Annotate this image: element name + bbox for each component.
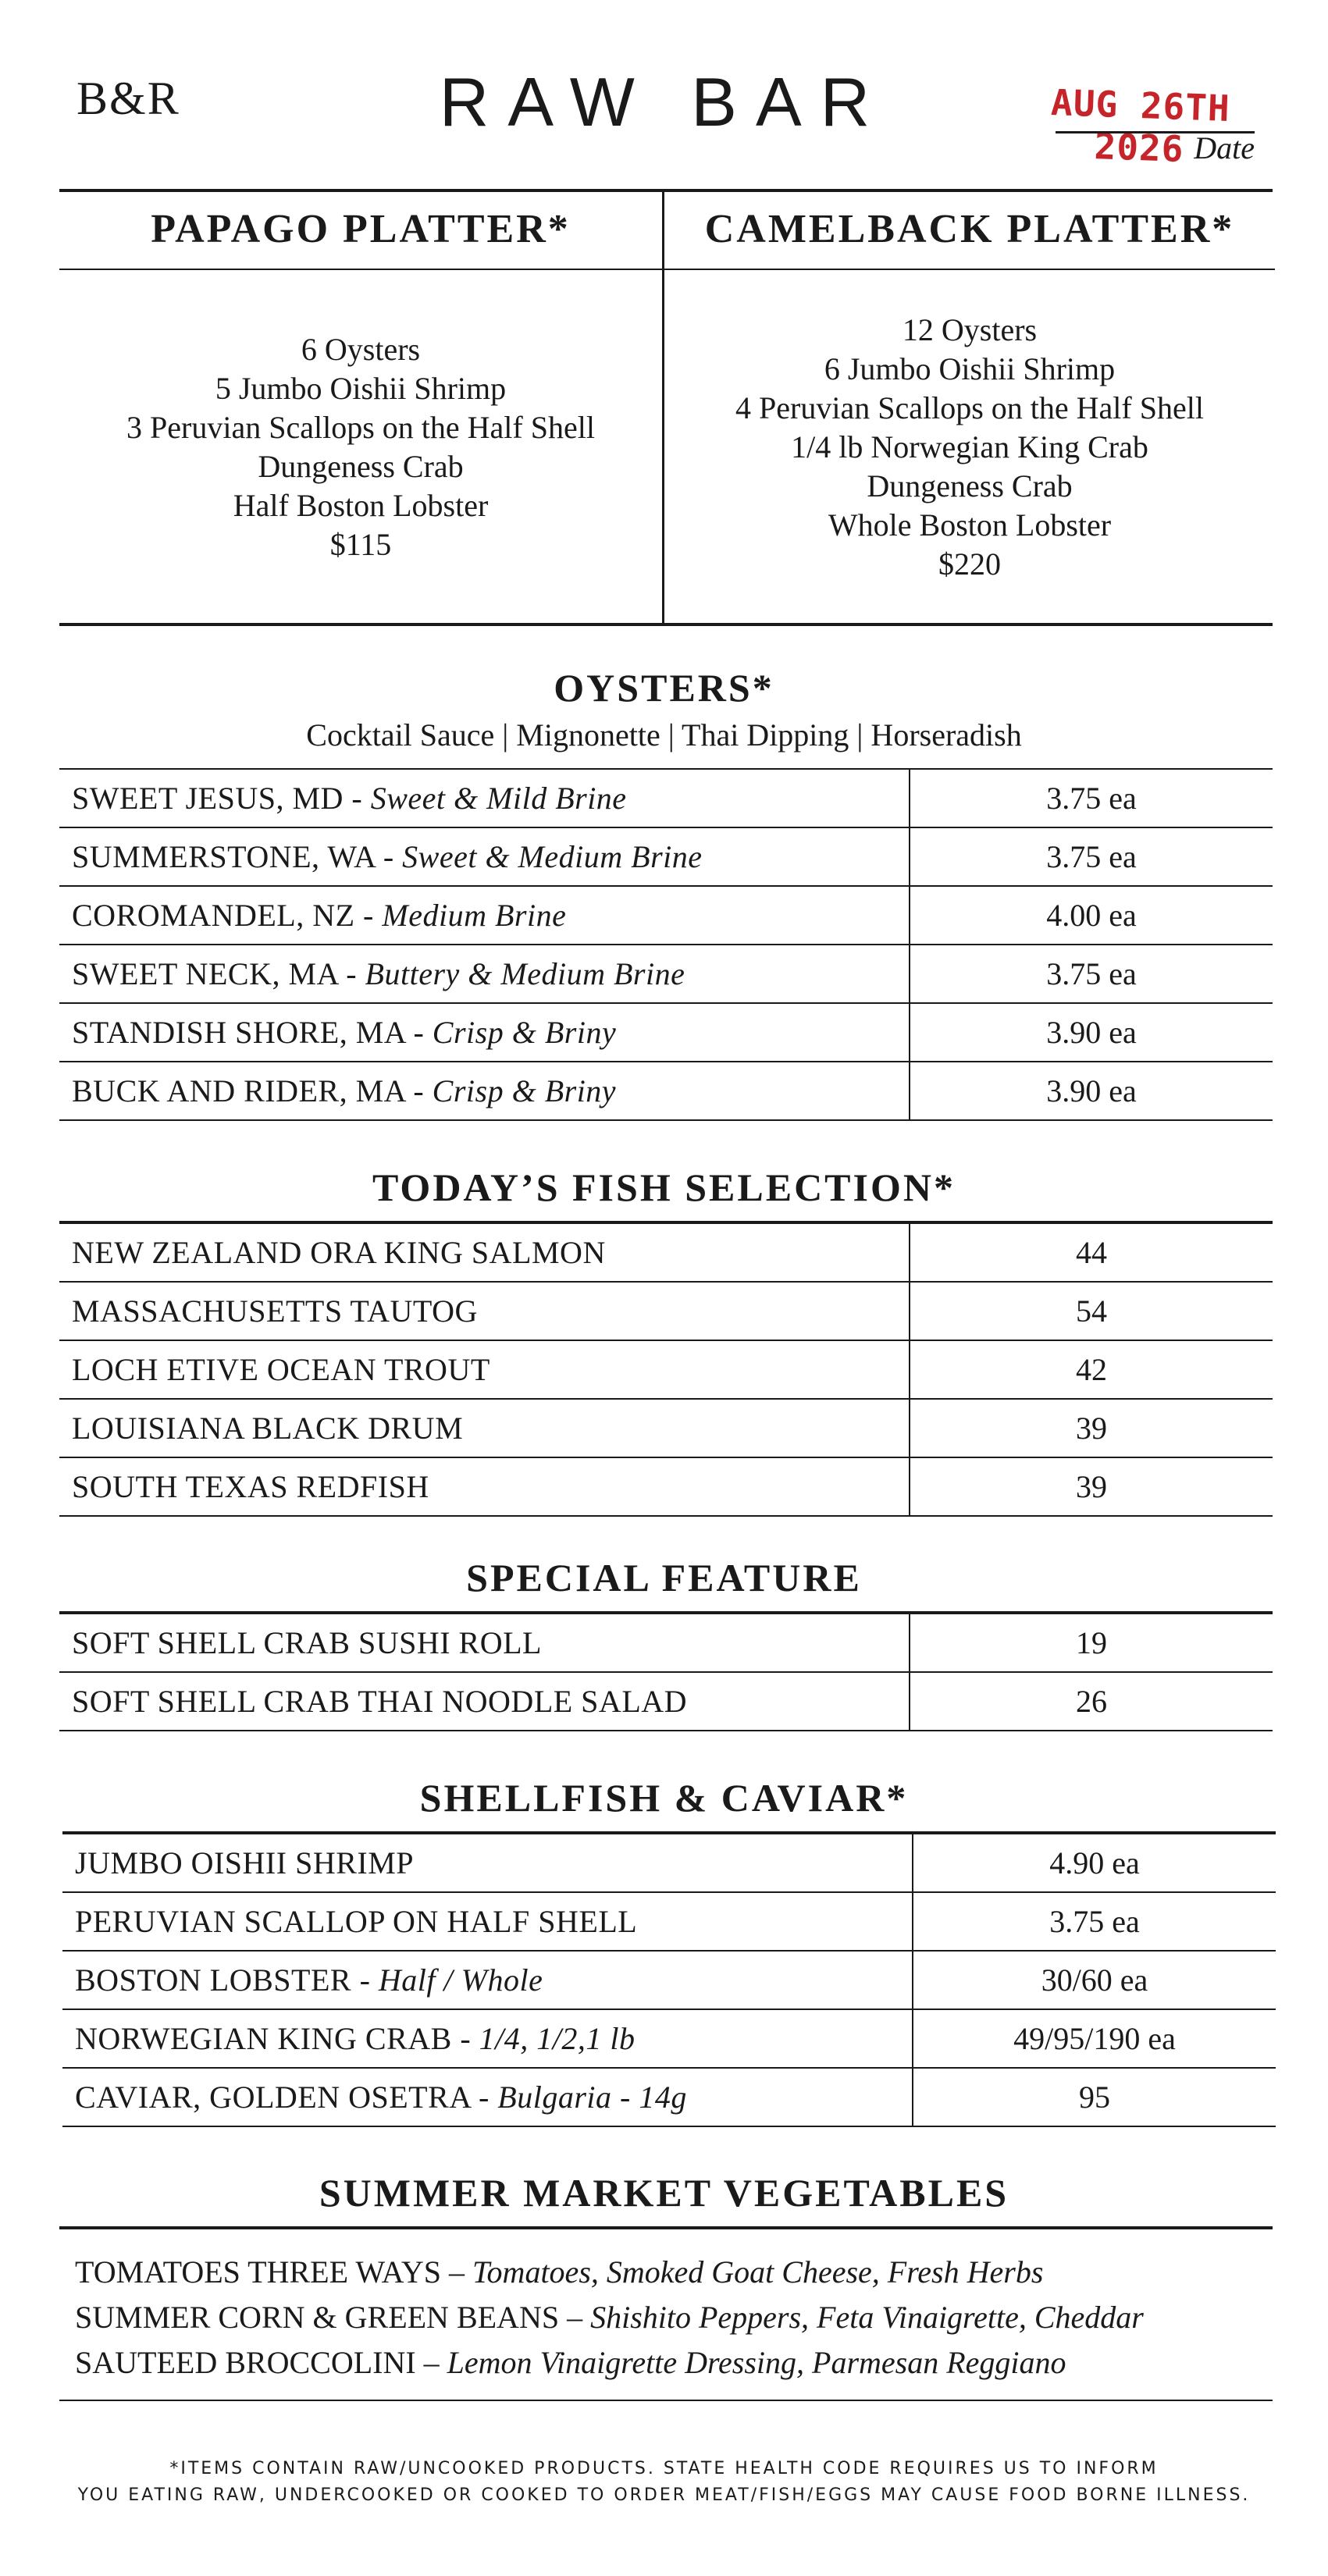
date-label: Date [1194,130,1255,165]
platter-items [664,270,1275,624]
item-name: SOFT SHELL CRAB SUSHI ROLL [59,1613,910,1672]
table-row [59,1399,1273,1457]
item-price: 49/95/190 ea [913,2009,1276,2068]
item-desc: Sweet & Mild Brine [370,781,627,816]
veg-item [75,2340,1066,2386]
table-row [59,1672,1273,1731]
item-name-cell [62,2009,913,2068]
platter-item: 5 Jumbo Oishii Shrimp [215,371,507,406]
platter-item: 4 Peruvian Scallops on the Half Shell [735,390,1204,425]
item-name: COROMANDEL, NZ - [72,898,383,933]
table-row [62,1892,1276,1951]
platter-item: 6 Jumbo Oishii Shrimp [824,351,1116,386]
item-price: 3.90 ea [910,1062,1273,1120]
shellfish-table [62,1831,1276,2127]
platter-items [59,270,662,624]
platter-title: PAPAGO PLATTER* [59,190,662,270]
item-desc: Half / Whole [378,1962,543,1998]
item-name: JUMBO OISHII SHRIMP [75,1845,415,1880]
item-name: PERUVIAN SCALLOP ON HALF SHELL [75,1904,638,1939]
item-name: BUCK AND RIDER, MA - [72,1073,433,1108]
item-name-cell [59,1003,910,1062]
item-price: 39 [910,1399,1273,1457]
item-name-cell [62,2068,913,2126]
item-price: 42 [910,1340,1273,1399]
table-row [59,1340,1273,1399]
item-name: NEW ZEALAND ORA KING SALMON [59,1222,910,1282]
item-desc: Medium Brine [382,898,567,933]
item-price: 4.00 ea [910,886,1273,945]
item-desc: Buttery & Medium Brine [365,956,685,991]
item-name: SAUTEED BROCCOLINI – [75,2345,447,2380]
table-row [59,886,1273,945]
item-desc: Shishito Peppers, Feta Vinaigrette, Cheddar [590,2300,1144,2335]
platter-item: 12 Oysters [902,312,1038,347]
table-row [59,1222,1273,1282]
table-row [62,2068,1276,2126]
divider [59,2400,1273,2401]
disclaimer-line: *ITEMS CONTAIN RAW/UNCOOKED PRODUCTS. STATE HEALTH CODE REQUIRES US TO INFORM [169,2459,1159,2478]
item-price: 30/60 ea [913,1951,1276,2009]
item-name-cell [59,886,910,945]
platter-camelback [662,190,1275,624]
fish-table [59,1221,1273,1517]
special-title: SPECIAL FEATURE [466,1556,862,1599]
item-desc: Sweet & Medium Brine [402,839,703,874]
item-name: NORWEGIAN KING CRAB - [75,2021,479,2056]
item-name: STANDISH SHORE, MA - [72,1015,433,1050]
oysters-title: OYSTERS* [554,666,774,710]
item-price: 3.90 ea [910,1003,1273,1062]
oysters-table [59,768,1273,1121]
item-name-cell [59,1062,910,1120]
item-name: SWEET JESUS, MD - [72,781,371,816]
table-row [59,1003,1273,1062]
date-stamp: AUG 26TH 2026 [1050,81,1231,170]
item-name-cell [62,1951,913,2009]
item-price: 3.75 ea [910,945,1273,1003]
platter-item: Half Boston Lobster [233,488,489,523]
veg-item [75,2295,1144,2340]
item-desc: Bulgaria - 14g [497,2080,687,2115]
table-row [59,1613,1273,1672]
platter-item: 1/4 lb Norwegian King Crab [791,429,1148,464]
item-name: LOCH ETIVE OCEAN TROUT [59,1340,910,1399]
item-price: 39 [910,1457,1273,1516]
divider [59,623,1273,626]
logo: B&R [77,73,180,124]
item-price: 4.90 ea [913,1833,1276,1892]
item-desc: Lemon Vinaigrette Dressing, Parmesan Reggiano [447,2345,1066,2380]
item-price: 95 [913,2068,1276,2126]
table-row [62,2009,1276,2068]
platter-price: $115 [329,527,392,562]
item-name: SOUTH TEXAS REDFISH [59,1457,910,1516]
platter-title: CAMELBACK PLATTER* [664,190,1275,270]
item-price: 3.75 ea [913,1892,1276,1951]
platters-section [59,190,1273,624]
item-name-cell [62,1833,913,1892]
item-name: BOSTON LOBSTER - [75,1962,379,1998]
item-desc: Crisp & Briny [432,1015,617,1050]
disclaimer-line: YOU EATING RAW, UNDERCOOKED OR COOKED TO ORDER MEAT/FISH/EGGS MAY CAUSE FOOD BORNE ILLNESS. [77,2485,1251,2505]
item-desc: 1/4, 1/2,1 lb [479,2021,636,2056]
page-title: RAW BAR [439,63,889,141]
platter-price: $220 [938,546,1001,582]
table-row [59,769,1273,827]
item-name: SWEET NECK, MA - [72,956,365,991]
item-name-cell [59,945,910,1003]
sauces-line: Cocktail Sauce | Mignonette | Thai Dipping | Horseradish [306,717,1022,753]
shellfish-title: SHELLFISH & CAVIAR* [419,1776,909,1820]
platter-papago [59,190,662,624]
item-price: 44 [910,1222,1273,1282]
vegetables-title: SUMMER MARKET VEGETABLES [319,2171,1009,2215]
table-row [59,1062,1273,1120]
fish-title: TODAY’S FISH SELECTION* [372,1165,956,1209]
veg-item [75,2250,1043,2295]
item-price: 3.75 ea [910,769,1273,827]
platter-item: 3 Peruvian Scallops on the Half Shell [126,410,595,445]
divider [59,2226,1273,2229]
item-price: 19 [910,1613,1273,1672]
item-name: LOUISIANA BLACK DRUM [59,1399,910,1457]
table-row [59,827,1273,886]
item-name: CAVIAR, GOLDEN OSETRA - [75,2080,498,2115]
item-name: SUMMERSTONE, WA - [72,839,403,874]
platter-item: Dungeness Crab [867,468,1073,503]
item-desc: Crisp & Briny [432,1073,617,1108]
item-name: MASSACHUSETTS TAUTOG [59,1282,910,1340]
item-name: TOMATOES THREE WAYS – [75,2254,472,2290]
item-price: 26 [910,1672,1273,1731]
platter-item: 6 Oysters [301,332,421,367]
platter-item: Whole Boston Lobster [828,507,1112,543]
item-name: SOFT SHELL CRAB THAI NOODLE SALAD [59,1672,910,1731]
item-price: 54 [910,1282,1273,1340]
item-price: 3.75 ea [910,827,1273,886]
item-desc: Tomatoes, Smoked Goat Cheese, Fresh Herbs [472,2254,1044,2290]
item-name: SUMMER CORN & GREEN BEANS – [75,2300,591,2335]
item-name-cell [62,1892,913,1951]
table-row [59,1457,1273,1516]
item-name-cell [59,769,910,827]
table-row [62,1833,1276,1892]
item-name-cell [59,827,910,886]
special-table [59,1611,1273,1731]
platter-item: Dungeness Crab [258,449,464,484]
table-row [59,1282,1273,1340]
table-row [59,945,1273,1003]
table-row [62,1951,1276,2009]
